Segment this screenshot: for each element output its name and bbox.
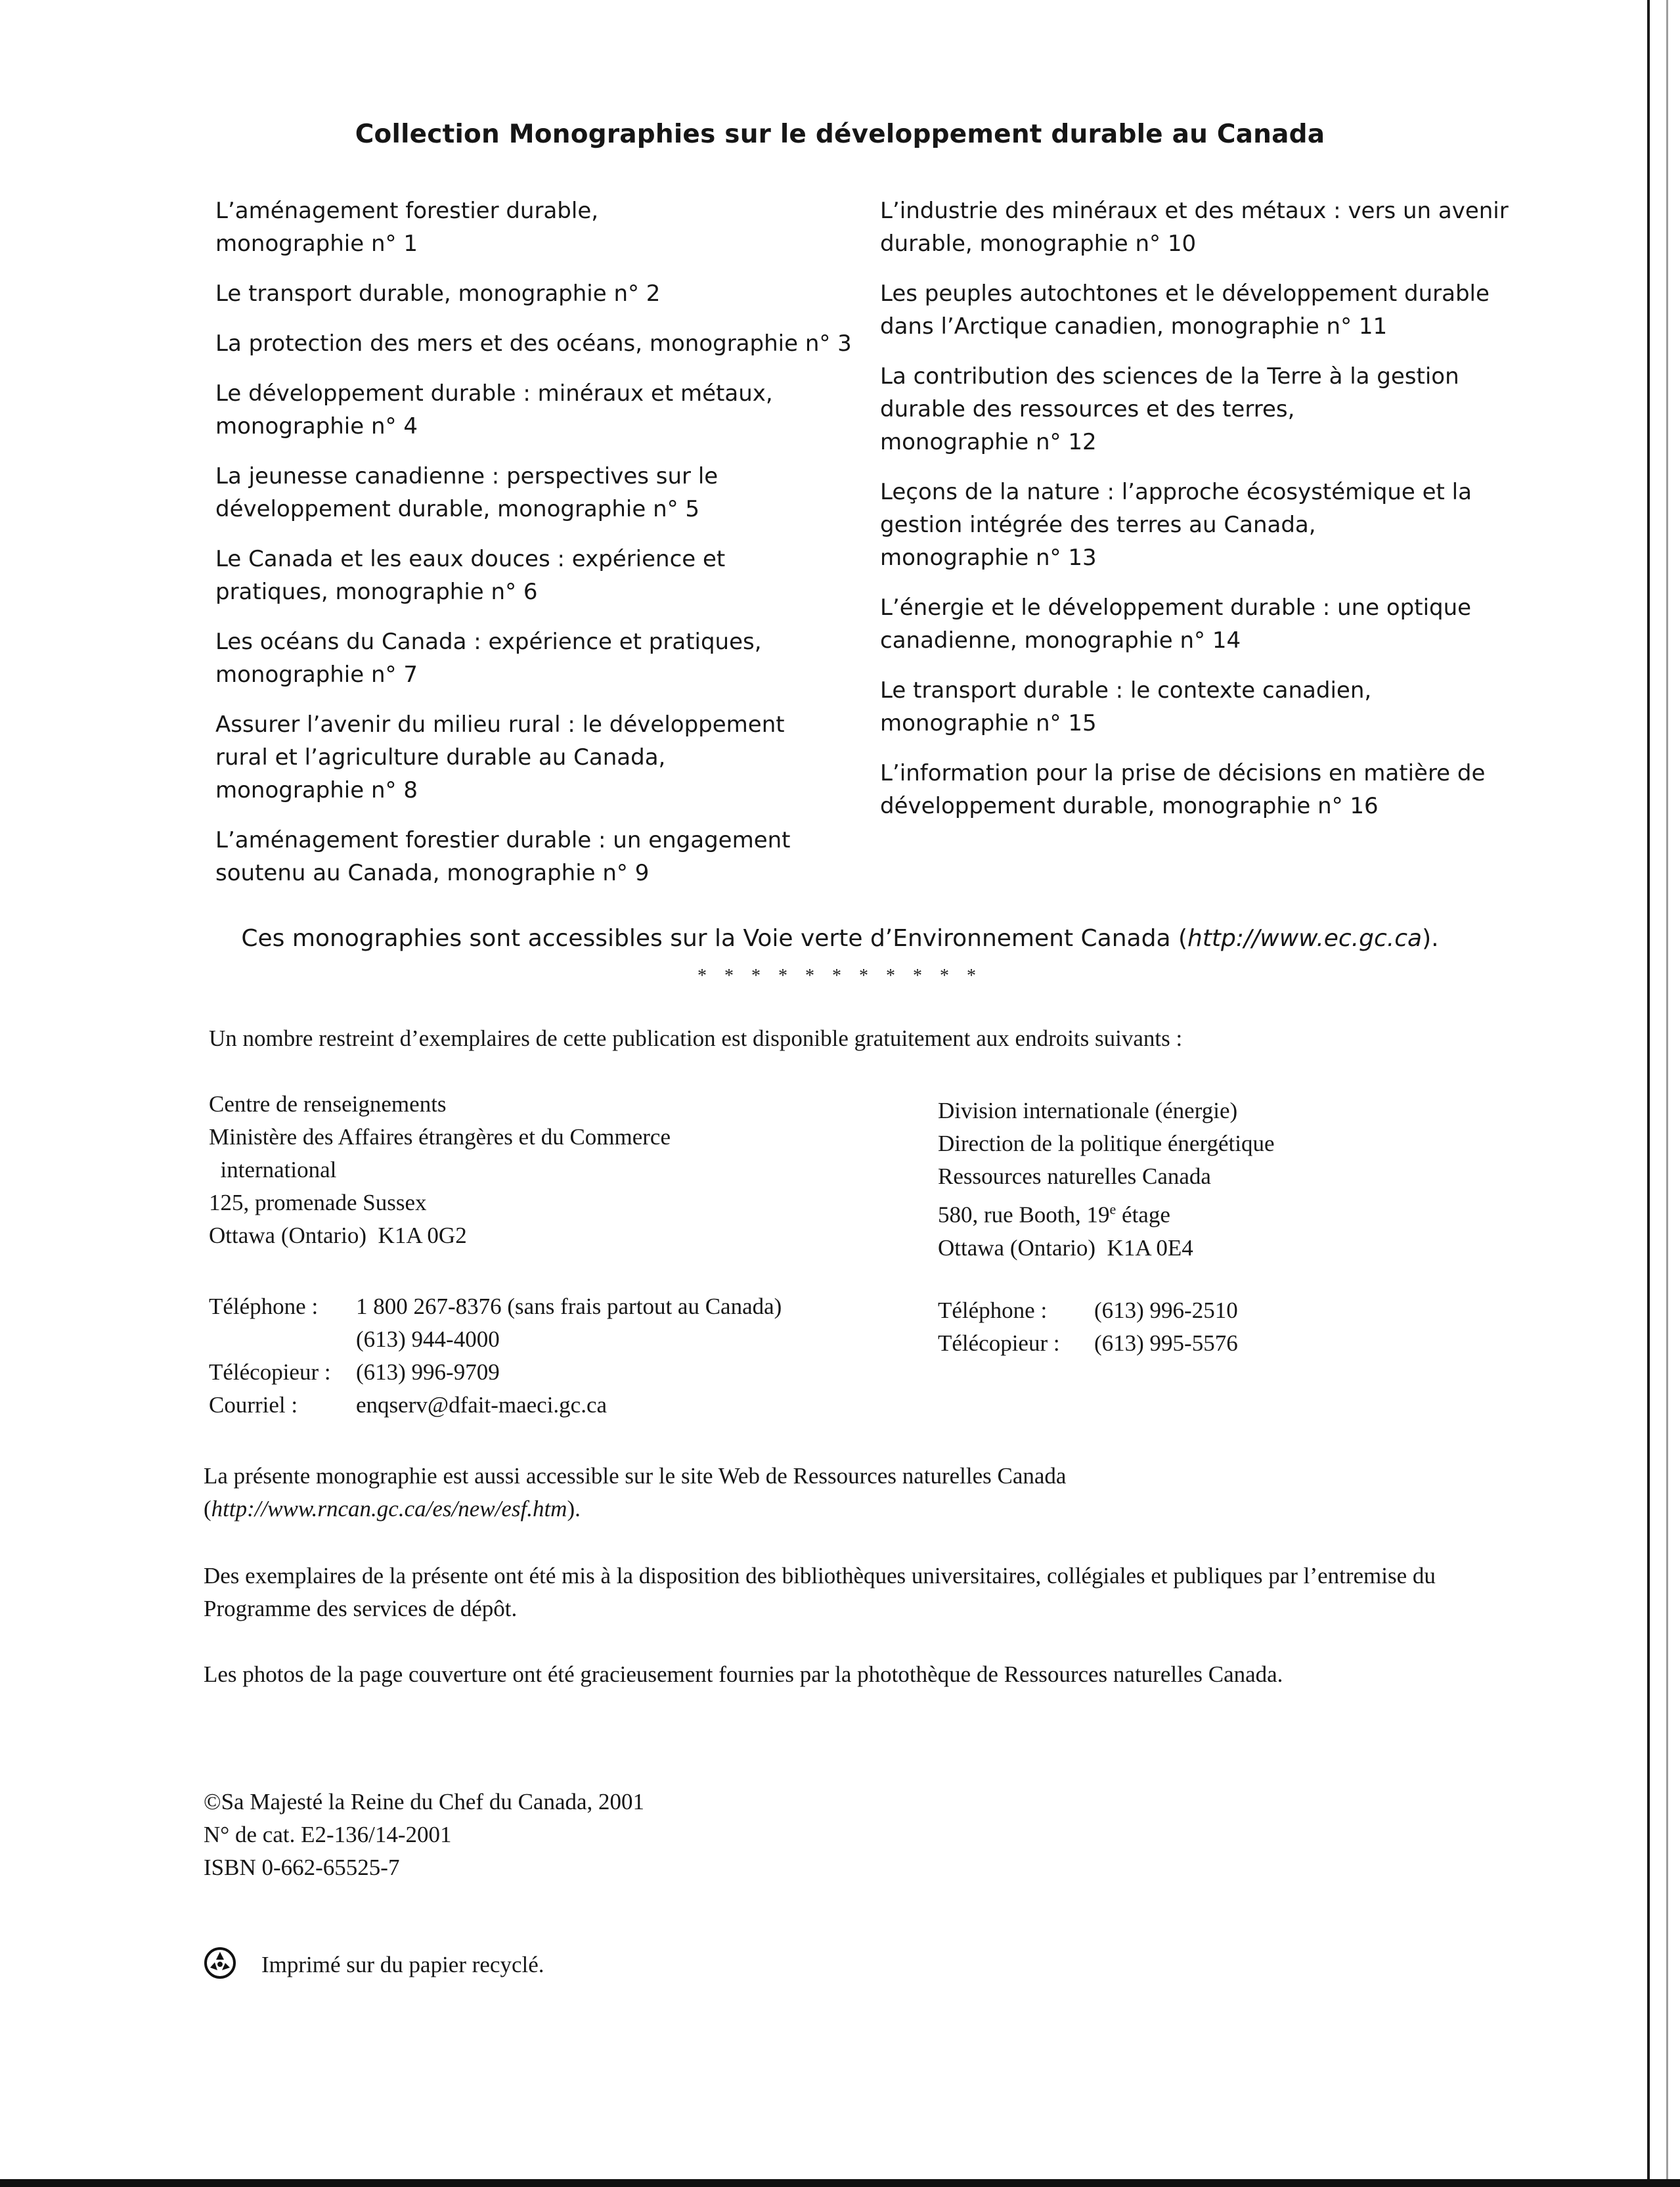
list-item: L’aménagement forestier durable : un engagement soutenu au Canada, monographie n° 9 xyxy=(215,827,791,886)
address-line: Ottawa (Ontario) K1A 0E4 xyxy=(938,1234,1193,1261)
fax-label: Télécopieur : xyxy=(209,1359,331,1385)
web-paragraph-text: La présente monographie est aussi accessible sur le site Web de Ressources naturelles Canada xyxy=(204,1463,1067,1489)
page-title: Collection Monographies sur le développement durable au Canada xyxy=(355,120,1325,149)
list-item: L’énergie et le développement durable : une optique canadienne, monographie n° 14 xyxy=(880,595,1472,654)
list-item: Le transport durable, monographie n° 2 xyxy=(215,281,661,307)
list-item: La protection des mers et des océans, monographie n° 3 xyxy=(215,330,852,357)
email-label: Courriel : xyxy=(209,1392,298,1418)
address-floor: étage xyxy=(1116,1202,1170,1228)
recycled-note: Imprimé sur du papier recyclé. xyxy=(261,1952,544,1977)
phone-label-spacer xyxy=(209,1323,356,1356)
address-line: Division internationale (énergie) xyxy=(938,1098,1238,1123)
access-note xyxy=(0,925,1680,952)
availability-note: Un nombre restreint d’exemplaires de cette publication est disponible gratuitement aux endroits suivants : xyxy=(209,1026,1183,1051)
address-line: Ottawa (Ontario) K1A 0G2 xyxy=(209,1223,467,1248)
contact-left xyxy=(209,1290,782,1422)
access-text: Ces monographies sont accessibles sur la Voie verte d’Environnement Canada ( xyxy=(241,925,1187,952)
scan-edge-right xyxy=(1647,0,1650,2187)
address-line: international xyxy=(209,1157,337,1183)
rncan-link[interactable]: http://www.rncan.gc.ca/es/new/esf.htm xyxy=(211,1496,567,1522)
email-value[interactable]: enqserv@dfait-maeci.gc.ca xyxy=(356,1392,608,1418)
list-item: L’industrie des minéraux et des métaux : vers un avenir durable, monographie n° 10 xyxy=(880,198,1509,257)
phone-value: (613) 996-2510 xyxy=(1094,1297,1238,1323)
address-line: Direction de la politique énergétique xyxy=(938,1131,1275,1156)
address-line: 125, promenade Sussex xyxy=(209,1190,427,1215)
list-item: Les océans du Canada : expérience et pratiques, monographie n° 7 xyxy=(215,629,762,688)
list-item: Le développement durable : minéraux et métaux, monographie n° 4 xyxy=(215,380,773,440)
address-street: 580, rue Booth, 19 xyxy=(938,1202,1110,1228)
address-right xyxy=(938,1094,1275,1265)
list-item: La jeunesse canadienne : perspectives sur le développement durable, monographie n° 5 xyxy=(215,463,718,522)
address-line xyxy=(938,1193,1275,1232)
fax-label: Télécopieur : xyxy=(938,1330,1060,1356)
scan-edge-bottom xyxy=(0,2179,1680,2187)
publication-info xyxy=(204,1786,1484,1884)
fax-value: (613) 996-9709 xyxy=(356,1359,500,1385)
web-paragraph xyxy=(204,1460,1484,1525)
list-item: La contribution des sciences de la Terre à la gestion durable des ressources et des terres, monographie n° 12 xyxy=(880,363,1459,455)
fax-value: (613) 995-5576 xyxy=(1094,1330,1238,1356)
address-floor-sup: e xyxy=(1109,1201,1116,1217)
scan-edge-right-faint xyxy=(1666,0,1668,2187)
access-end: ). xyxy=(1422,925,1439,952)
phone-value-2: (613) 944-4000 xyxy=(356,1326,500,1352)
list-item: L’aménagement forestier durable, monographie n° 1 xyxy=(215,198,599,257)
catalogue-number: N° de cat. E2-136/14-2001 xyxy=(204,1822,452,1847)
list-item: Leçons de la nature : l’approche écosystémique et la gestion intégrée des terres au Canada, monographie n° 13 xyxy=(880,479,1472,571)
ec-link[interactable]: http://www.ec.gc.ca xyxy=(1187,925,1423,952)
web-paren-close: ). xyxy=(567,1496,581,1522)
phone-label: Téléphone : xyxy=(938,1297,1048,1323)
monograph-list-left xyxy=(215,194,859,907)
list-item: Le transport durable : le contexte canadien, monographie n° 15 xyxy=(880,677,1372,736)
libraries-paragraph: Des exemplaires de la présente ont été mis à la disposition des bibliothèques universitaires, collégiales et publiques par l’entremise du Programme des services de dépôt. xyxy=(204,1563,1436,1621)
copyright: ©Sa Majesté la Reine du Chef du Canada, 2001 xyxy=(204,1789,645,1815)
monograph-list-right xyxy=(880,194,1511,840)
phone-label: Téléphone : xyxy=(209,1294,319,1319)
contact-right xyxy=(938,1294,1238,1360)
address-line: Ministère des Affaires étrangères et du Commerce xyxy=(209,1124,671,1150)
recycle-icon xyxy=(204,1947,236,1979)
list-item: Assurer l’avenir du milieu rural : le développement rural et l’agriculture durable au Canada, monographie n° 8 xyxy=(215,711,785,803)
list-item: Le Canada et les eaux douces : expérience et pratiques, monographie n° 6 xyxy=(215,546,726,605)
address-line: Ressources naturelles Canada xyxy=(938,1163,1211,1189)
address-line: Centre de renseignements xyxy=(209,1091,447,1117)
separator-stars: * * * * * * * * * * * xyxy=(697,966,983,986)
list-item: L’information pour la prise de décisions en matière de développement durable, monographie n° 16 xyxy=(880,760,1486,819)
isbn: ISBN 0-662-65525-7 xyxy=(204,1855,400,1880)
phone-value: 1 800 267-8376 (sans frais partout au Canada) xyxy=(356,1294,782,1319)
web-paren-open: ( xyxy=(204,1496,211,1522)
address-left xyxy=(209,1088,671,1252)
list-item: Les peuples autochtones et le développement durable dans l’Arctique canadien, monographie n° 11 xyxy=(880,281,1490,340)
photos-paragraph: Les photos de la page couverture ont été gracieusement fournies par la photothèque de Ressources naturelles Canada. xyxy=(204,1661,1283,1687)
